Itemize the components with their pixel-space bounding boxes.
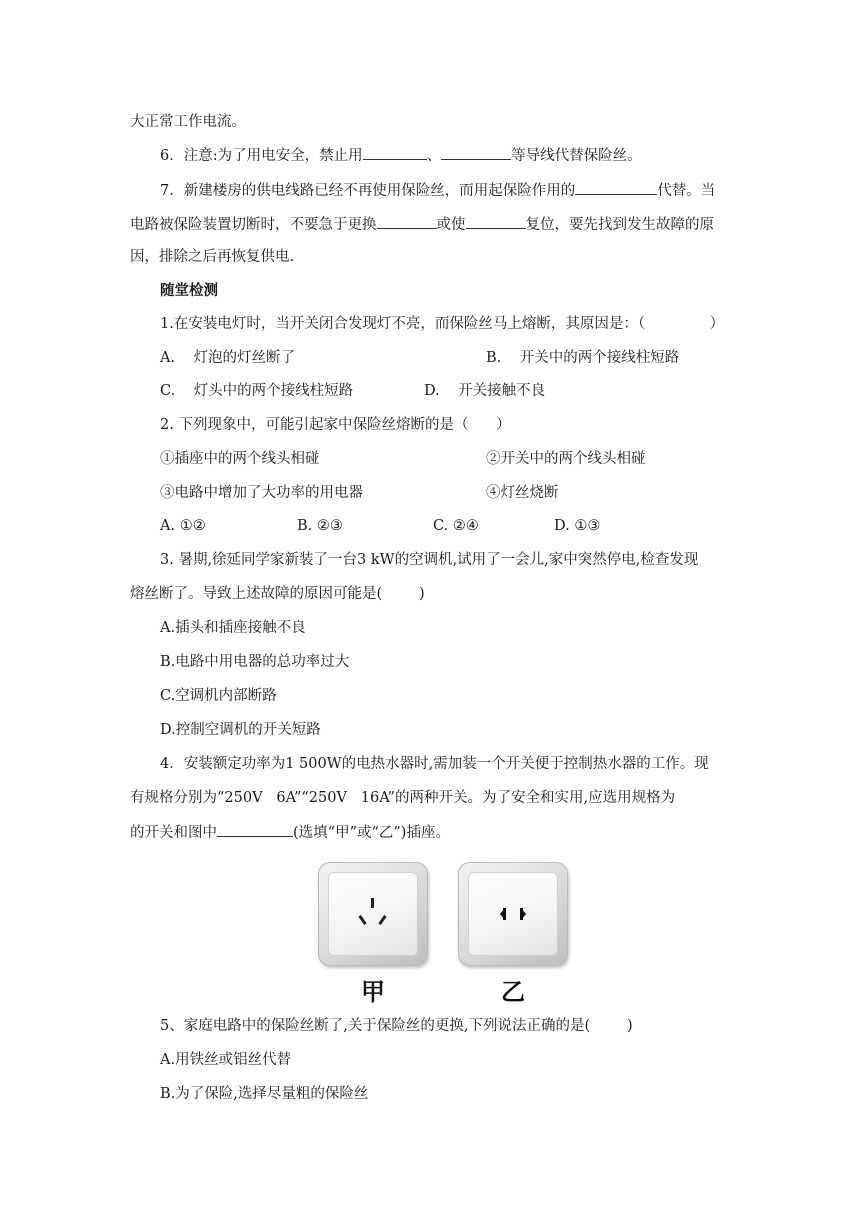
- statement-1: ①插座中的两个线头相碰: [160, 451, 320, 467]
- question-4-cont: [130, 822, 450, 843]
- socket-two-pin: [458, 862, 568, 966]
- option-b: B.为了保险,选择尽量粗的保险丝: [160, 1086, 369, 1102]
- figure-label-yi: 乙: [501, 978, 525, 1006]
- question-7: [160, 180, 715, 201]
- question-5: 5、家庭电路中的保险丝断了,关于保险丝的更换,下列说法正确的是( ): [160, 1018, 633, 1034]
- question-4: 4．安装额定功率为1 500W的电热水器时,需加装一个开关便于控制热水器的工作。现: [160, 756, 709, 772]
- option-d: D. 开关接触不良: [424, 383, 546, 399]
- option-a: A.用铁丝或铝丝代替: [160, 1052, 292, 1068]
- text-line: 因，排除之后再恢复供电.: [130, 249, 295, 265]
- option-c: C.空调机内部断路: [160, 688, 277, 704]
- question-4-cont: 有规格分别为“250V 6A”“250V 16A”的两种开关。为了安全和实用,应选用规格为: [130, 790, 676, 806]
- text-segment: 复位，要先找到发生故障的原: [525, 217, 714, 233]
- question-3: 3. 暑期,徐延同学家新装了一台3 kW的空调机,试用了一会儿,家中突然停电,检查发现: [160, 552, 699, 568]
- option-b: B. ②③: [297, 518, 343, 534]
- socket-face: [468, 872, 558, 956]
- text-line: 大正常工作电流。: [130, 114, 246, 130]
- section-heading: 随堂检测: [160, 283, 218, 299]
- text-segment: 代替。当: [657, 183, 716, 199]
- text-segment: 的开关和图中: [130, 825, 217, 841]
- answer-blank: [575, 180, 657, 195]
- option-d: D. ①③: [554, 518, 601, 534]
- socket-face: [328, 872, 418, 956]
- answer-blank: [377, 214, 437, 229]
- option-c: C. ②④: [433, 518, 479, 534]
- text-segment: 、: [426, 148, 442, 164]
- text-segment: (选填“甲”或“乙”)插座。: [293, 825, 450, 841]
- option-a: A.插头和插座接触不良: [160, 620, 306, 636]
- answer-blank: [363, 145, 427, 160]
- text-segment: 等导线代替保险丝。: [511, 148, 642, 164]
- option-c: C. 灯头中的两个接线柱短路: [160, 383, 354, 399]
- question-2: 2. 下列现象中，可能引起家中保险丝熔断的是（ ）: [160, 417, 511, 433]
- text-segment: 或使: [436, 217, 466, 233]
- three-pin-holes-icon: [328, 872, 418, 956]
- question-7-cont: [130, 214, 714, 235]
- question-6: [160, 145, 642, 166]
- text-segment: 电路被保险装置切断时，不要急于更换: [130, 217, 377, 233]
- answer-blank: [217, 822, 293, 837]
- option-a: A. 灯泡的灯丝断了: [160, 350, 296, 366]
- figure-label-jia: 甲: [361, 978, 385, 1006]
- option-b: B. 开关中的两个接线柱短路: [486, 350, 680, 366]
- statement-2: ②开关中的两个线头相碰: [486, 451, 646, 467]
- socket-figure: [318, 862, 570, 1006]
- two-pin-holes-icon: [468, 872, 558, 956]
- answer-blank: [441, 145, 511, 160]
- option-d: D.控制空调机的开关短路: [160, 722, 321, 738]
- socket-three-pin: [318, 862, 428, 966]
- option-a: A. ①②: [160, 518, 206, 534]
- text-segment: 7．新建楼房的供电线路已经不再使用保险丝，而用起保险作用的: [160, 183, 576, 199]
- statement-3: ③电路中增加了大功率的用电器: [160, 485, 363, 501]
- question-1: 1.在安装电灯时，当开关闭合发现灯不亮，而保险丝马上熔断，其原因是：（ ）: [160, 316, 725, 332]
- question-3-cont: 熔丝断了。导致上述故障的原因可能是( ): [130, 586, 425, 602]
- statement-4: ④灯丝烧断: [486, 485, 559, 501]
- text-segment: 6．注意:为了用电安全，禁止用: [160, 148, 363, 164]
- option-b: B.电路中用电器的总功率过大: [160, 654, 350, 670]
- answer-blank: [466, 214, 526, 229]
